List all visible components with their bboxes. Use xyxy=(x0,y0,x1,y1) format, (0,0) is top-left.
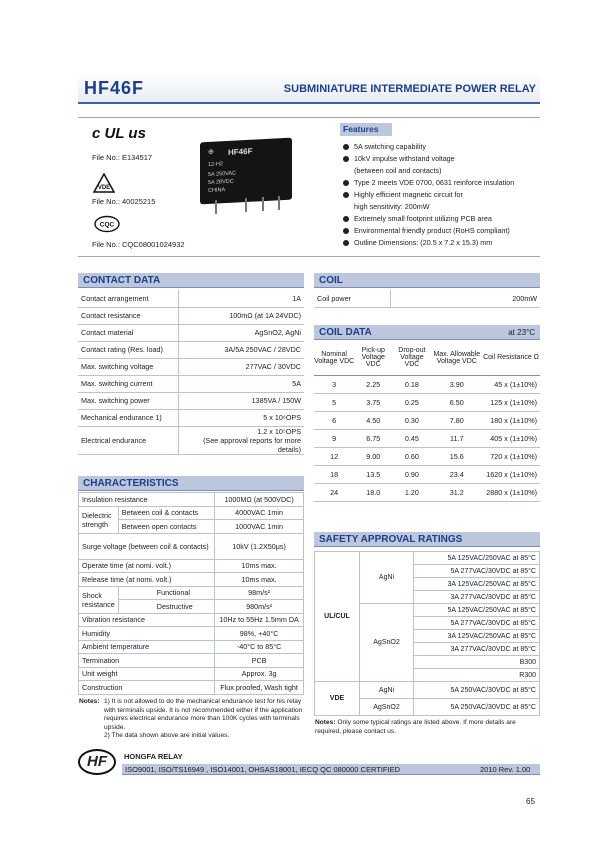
coil-data-cell: 13.5 xyxy=(354,465,392,483)
table-row xyxy=(78,307,304,324)
char-label: Dielectric strength xyxy=(79,506,119,533)
relay-pin xyxy=(215,200,217,214)
coil-data-cell: 23.4 xyxy=(432,465,482,483)
coil-data-cell: 0.18 xyxy=(392,375,431,393)
svg-text:CQC: CQC xyxy=(99,221,115,229)
relay-pin xyxy=(262,197,264,211)
table-row xyxy=(314,465,540,483)
char-label: Construction xyxy=(79,681,215,695)
features-list xyxy=(342,141,542,249)
coil-data-cell: 3.90 xyxy=(432,375,482,393)
coil-power-label: Coil power xyxy=(314,290,390,307)
feature-item: 5A switching capability xyxy=(342,141,542,153)
coil-data-cell: 0.25 xyxy=(392,393,431,411)
coil-data-cell: 7.80 xyxy=(432,411,482,429)
vde-file-number: File No.: 40025215 xyxy=(92,197,156,206)
contact-label: Max. switching voltage xyxy=(78,358,178,375)
feature-item: Extremely small footprint utilizing PCB area xyxy=(342,213,542,225)
contact-value: 1.2 x 10⁵OPS (See approval reports for more details) xyxy=(178,426,304,454)
page-header xyxy=(78,73,540,104)
char-value: 98m/s² xyxy=(215,586,304,600)
coil-data-cell: 18.0 xyxy=(354,483,392,501)
contact-value: 5A xyxy=(178,375,304,392)
contact-label: Max. switching power xyxy=(78,392,178,409)
coil-data-cell: 125 x (1±10%) xyxy=(482,393,540,411)
relay-photo: ⊕ HF46F 12-H2 5A 250VAC 5A 28VDC CHINA xyxy=(200,138,292,205)
coil-data-header: Coil Resistance Ω xyxy=(482,341,540,375)
table-row xyxy=(78,290,304,307)
char-label: Operate time (at nomi. volt.) xyxy=(79,559,215,573)
contact-label: Contact material xyxy=(78,324,178,341)
safety-note xyxy=(315,718,541,736)
notes-label: Notes: xyxy=(79,698,100,705)
coil-table xyxy=(314,290,540,308)
feature-item: (between coil and contacts) xyxy=(354,166,442,175)
table-row xyxy=(314,393,540,411)
contact-label: Contact resistance xyxy=(78,307,178,324)
char-sublabel: Between open contacts xyxy=(118,520,214,534)
table-row xyxy=(314,447,540,465)
cqc-logo xyxy=(93,215,121,235)
note-1: 1) It is not allowed to do the mechanical endurance test for his relay with terminals upside. It is not recommended either if the application requires electrical endurance more than 100K cycles with terminals upside. xyxy=(104,698,303,731)
char-sublabel: Functional xyxy=(118,586,214,600)
coil-data-header: Max. Allowable Voltage VDC xyxy=(432,341,482,375)
table-row xyxy=(79,681,304,695)
feature-item: 10kV impulse withstand voltage xyxy=(342,153,542,165)
relay-pin xyxy=(245,198,247,212)
char-sublabel: Between coil & contacts xyxy=(118,506,214,520)
feature-item: Highly efficient magnetic circuit for xyxy=(342,189,542,201)
contact-data-title: CONTACT DATA xyxy=(78,273,304,288)
char-label: Ambient temperature xyxy=(79,640,215,654)
table-row xyxy=(78,341,304,358)
char-value: -40°C to 85°C xyxy=(215,640,304,654)
feature-item: Type 2 meets VDE 0700, 0631 reinforce insulation xyxy=(342,177,542,189)
table-row xyxy=(79,559,304,573)
company-name: HONGFA RELAY xyxy=(124,752,183,761)
coil-data-cell: 6.75 xyxy=(354,429,392,447)
coil-data-header: Pick-up Voltage VDC xyxy=(354,341,392,375)
contact-label: Mechanical endurance 1) xyxy=(78,409,178,426)
table-row xyxy=(315,552,540,565)
char-label: Insulation resistance xyxy=(79,493,215,507)
table-row xyxy=(79,654,304,668)
vde-material: AgSnO2 xyxy=(360,699,414,716)
char-label: Shock resistance xyxy=(79,586,119,613)
rating: 5A 250VAC/30VDC at 85°C xyxy=(414,699,540,716)
coil-data-cell: 18 xyxy=(314,465,354,483)
coil-title: COIL xyxy=(314,273,540,288)
table-row xyxy=(314,429,540,447)
model-title: HF46F xyxy=(84,78,145,98)
coil-data-cell: 4.50 xyxy=(354,411,392,429)
hongfa-logo: HF xyxy=(78,749,116,775)
coil-data-title xyxy=(314,325,540,340)
safety-table xyxy=(314,551,540,716)
coil-data-cell: 0.60 xyxy=(392,447,431,465)
table-row xyxy=(79,667,304,681)
contact-value: 1A xyxy=(178,290,304,307)
table-row xyxy=(78,409,304,426)
coil-data-cell: 2880 x (1±10%) xyxy=(482,483,540,501)
char-value: 10ms max. xyxy=(215,559,304,573)
table-header-row xyxy=(314,341,540,375)
table-row xyxy=(79,506,304,520)
coil-data-cell: 1.20 xyxy=(392,483,431,501)
coil-data-cell: 31.2 xyxy=(432,483,482,501)
char-value: PCB xyxy=(215,654,304,668)
table-row xyxy=(79,533,304,559)
feature-item: high sensitivity: 200mW xyxy=(354,202,430,211)
rating: 3A 277VAC/30VDC at 85°C xyxy=(414,643,540,656)
rev-info: 2010 Rev. 1.00 xyxy=(480,765,531,774)
vde-label: VDE xyxy=(315,682,360,716)
page-number: 65 xyxy=(526,797,535,806)
coil-data-cell: 3.75 xyxy=(354,393,392,411)
coil-data-cell: 180 x (1±10%) xyxy=(482,411,540,429)
table-row xyxy=(78,426,304,454)
char-value: Flux proofed, Wash tight xyxy=(215,681,304,695)
coil-data-cell: 9 xyxy=(314,429,354,447)
contact-label: Electrical endurance xyxy=(78,426,178,454)
characteristics-title: CHARACTERISTICS xyxy=(78,476,304,491)
coil-data-cell: 15.6 xyxy=(432,447,482,465)
table-row xyxy=(315,682,540,699)
table-row xyxy=(314,483,540,501)
safety-note-label: Notes: xyxy=(315,719,336,726)
table-row xyxy=(314,411,540,429)
char-value: 980m/s² xyxy=(215,600,304,614)
ul-logo: c UL us xyxy=(92,125,146,142)
note-2: 2) The data shown above are initial values. xyxy=(104,732,230,739)
char-label: Release time (at nomi. volt.) xyxy=(79,573,215,587)
coil-data-cell: 11.7 xyxy=(432,429,482,447)
feature-item: Environmental friendly product (RoHS compliant) xyxy=(342,225,542,237)
relay-pin xyxy=(278,196,280,210)
contact-value: 100mΩ (at 1A 24VDC) xyxy=(178,307,304,324)
contact-label: Contact arrangement xyxy=(78,290,178,307)
notes-block xyxy=(79,698,305,741)
char-value: 1000MΩ (at 500VDC) xyxy=(215,493,304,507)
characteristics-table xyxy=(78,492,304,695)
coil-data-cell: 0.30 xyxy=(392,411,431,429)
table-row xyxy=(79,613,304,627)
char-value: 10Hz to 55Hz 1.5mm DA xyxy=(215,613,304,627)
coil-data-cell: 6 xyxy=(314,411,354,429)
coil-data-cell: 3 xyxy=(314,375,354,393)
coil-data-table xyxy=(314,341,540,502)
char-label: Humidity xyxy=(79,627,215,641)
features-title: Features xyxy=(340,123,392,136)
char-value: Approx. 3g xyxy=(215,667,304,681)
rating: B300 xyxy=(414,656,540,669)
char-label: Unit weight xyxy=(79,667,215,681)
contact-value: AgSnO2, AgNi xyxy=(178,324,304,341)
svg-text:VDE: VDE xyxy=(97,185,111,191)
vde-logo xyxy=(93,173,115,195)
cert-line: ISO9001, ISO/TS16949 , ISO14001, OHSAS18001, IECQ QC 080000 CERTIFIED xyxy=(125,765,401,774)
rating: 5A 125VAC/250VAC at 85°C xyxy=(414,552,540,565)
char-label: Termination xyxy=(79,654,215,668)
char-value: 10ms max. xyxy=(215,573,304,587)
char-sublabel: Destructive xyxy=(118,600,214,614)
table-row xyxy=(79,640,304,654)
rating: 3A 277VAC/30VDC at 85°C xyxy=(414,591,540,604)
cqc-file-number: File No.: CQC08001024932 xyxy=(92,240,185,249)
char-value: 98%, +40°C xyxy=(215,627,304,641)
coil-data-cell: 2.25 xyxy=(354,375,392,393)
vde-material: AgNi xyxy=(360,682,414,699)
table-row xyxy=(78,324,304,341)
contact-value: 3A/5A 250VAC / 28VDC xyxy=(178,341,304,358)
coil-data-cell: 45 x (1±10%) xyxy=(482,375,540,393)
agsno2-label: AgSnO2 xyxy=(360,604,414,682)
coil-data-cell: 9.00 xyxy=(354,447,392,465)
rating: 5A 277VAC/30VDC at 85°C xyxy=(414,565,540,578)
rating: 3A 125VAC/250VAC at 85°C xyxy=(414,578,540,591)
product-subtitle: SUBMINIATURE INTERMEDIATE POWER RELAY xyxy=(283,83,536,95)
rating: R300 xyxy=(414,669,540,682)
table-row xyxy=(79,627,304,641)
contact-label: Contact rating (Res. load) xyxy=(78,341,178,358)
char-value: 1000VAC 1min xyxy=(215,520,304,534)
feature-item: Outline Dimensions: (20.5 x 7.2 x 15.3) mm xyxy=(342,237,542,249)
coil-data-temp: at 23°C xyxy=(508,328,535,337)
rating: 5A 250VAC/30VDC at 85°C xyxy=(414,682,540,699)
rating: 3A 125VAC/250VAC at 85°C xyxy=(414,630,540,643)
contact-value: 277VAC / 30VDC xyxy=(178,358,304,375)
coil-data-title-text: COIL DATA xyxy=(319,327,372,338)
rating: 5A 125VAC/250VAC at 85°C xyxy=(414,604,540,617)
coil-data-cell: 12 xyxy=(314,447,354,465)
contact-value: 5 x 10⁶OPS xyxy=(178,409,304,426)
ul-file-number: File No.: E134517 xyxy=(92,153,153,162)
table-row xyxy=(314,290,540,307)
char-label: Vibration resistance xyxy=(79,613,215,627)
agni-label: AgNi xyxy=(360,552,414,604)
coil-data-header: Drop-out Voltage VDC xyxy=(392,341,431,375)
contact-label: Max. switching current xyxy=(78,375,178,392)
table-row xyxy=(79,573,304,587)
char-value: 10kV (1.2X50μs) xyxy=(215,533,304,559)
coil-data-cell: 0.45 xyxy=(392,429,431,447)
coil-data-cell: 405 x (1±10%) xyxy=(482,429,540,447)
coil-data-cell: 720 x (1±10%) xyxy=(482,447,540,465)
table-row xyxy=(78,358,304,375)
table-row xyxy=(78,375,304,392)
contact-data-table xyxy=(78,290,304,455)
coil-data-cell: 24 xyxy=(314,483,354,501)
coil-data-cell: 1620 x (1±10%) xyxy=(482,465,540,483)
coil-power-value: 200mW xyxy=(390,290,540,307)
char-value: 4000VAC 1min xyxy=(215,506,304,520)
coil-data-cell: 5 xyxy=(314,393,354,411)
table-row xyxy=(314,375,540,393)
rating: 5A 277VAC/30VDC at 85°C xyxy=(414,617,540,630)
coil-data-cell: 6.50 xyxy=(432,393,482,411)
table-row xyxy=(79,493,304,507)
coil-data-header: Nominal Voltage VDC xyxy=(314,341,354,375)
safety-title: SAFETY APPROVAL RATINGS xyxy=(314,532,540,547)
table-row xyxy=(79,586,304,600)
coil-data-cell: 0.90 xyxy=(392,465,431,483)
contact-value: 1385VA / 150W xyxy=(178,392,304,409)
char-label: Surge voltage (between coil & contacts) xyxy=(79,533,215,559)
safety-note-text: Only some typical ratings are listed above. If more details are required, please contact us. xyxy=(315,719,516,735)
table-row xyxy=(78,392,304,409)
ulcul-label: UL/CUL xyxy=(315,552,360,682)
